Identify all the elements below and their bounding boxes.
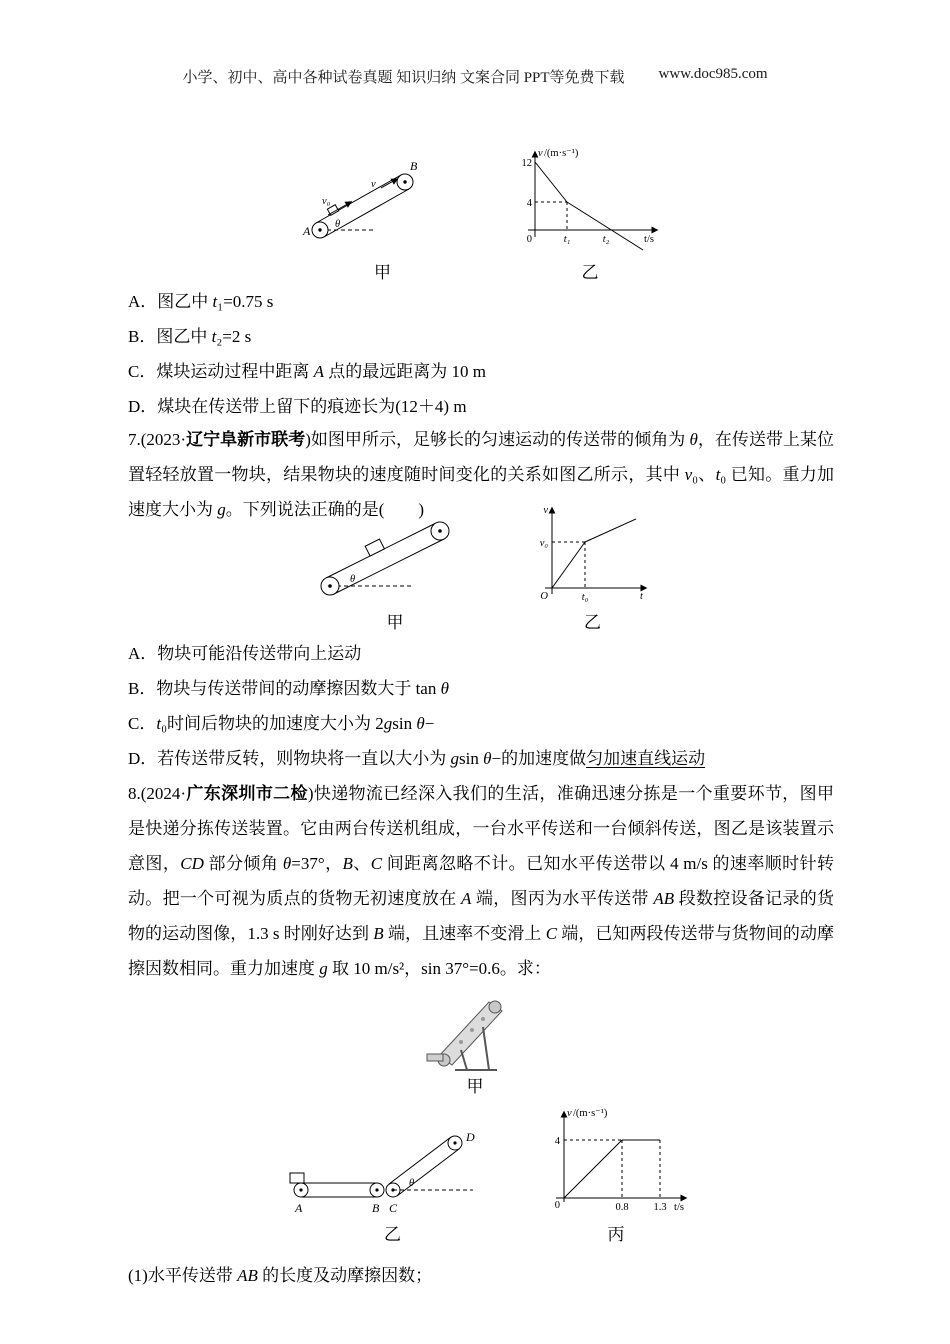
pulley-a-axle [299,1188,302,1191]
q8-figure-yi [285,1110,500,1245]
label-tick-4: 4 [554,1136,560,1147]
label-c: C [389,1201,398,1215]
pulley-bottom-axle [328,584,332,588]
label-theta: θ [335,219,341,230]
v-arrow [381,179,397,188]
curve-segment-1 [535,162,567,202]
pulley-top-axle [438,529,442,533]
label-a: A [295,1201,303,1215]
q8-stem: 8.(2024·广东深圳市二检)快递物流已经深入我们的生活，准确迅速分拣是一个重要环节，图甲是快递分拣传送装置。它由两台传送机组成，一台水平传送和一台倾斜传送，图乙是该装置示意图，CD 部分倾角 θ=37°，B、C 间距离忽略不计。已知水平传送带以 4 m/s 的速率顺时针转动。把一个可视为质点的货物无初速度放在 A 端，图丙为水平传送带 AB 段数控设备记录的货物的运动图像，1.3 s 时刚好达到 B 端，且速率不变滑上 C 端，已知两段传送带与货物间的动摩擦因数相同。重力加速度 g 取 10 m/s²，sin 37°=0.6。求： [128,784,835,978]
label-d: D [466,1130,475,1144]
q6-figure-row [295,142,665,283]
curve-segment-2 [585,519,636,542]
label-tick-12: 12 [521,158,532,169]
conveyor-photo-illustration [425,986,525,1074]
label-ylabel-v: v [567,1108,572,1119]
label-origin: O [540,591,548,602]
q8-velocity-time-graph [540,1100,692,1222]
pulley-b-axle [375,1188,378,1191]
q8-figure-row [285,1100,692,1245]
feed-tray [427,1054,443,1061]
label-v: v [371,179,376,190]
block [365,539,384,556]
roller [481,1017,485,1021]
q7-figure-yi-caption: 乙 [584,613,601,632]
q6-options [128,284,840,424]
q8-sorting-device-schematic [285,1110,500,1222]
q7-velocity-time-graph [530,498,655,610]
label-theta: θ [409,1178,415,1189]
label-x-1-3: 1.3 [653,1202,667,1213]
label-xlabel: t/s [674,1202,684,1213]
q8-figure-bing [540,1100,692,1245]
conveyor-leg [461,1050,467,1070]
q6-velocity-time-graph [515,142,665,260]
roller [470,1028,474,1032]
label-v0: v₀ [539,538,548,549]
label-t2: t₂ [602,234,610,245]
q8-figure-jia-caption: 甲 [466,1077,484,1096]
label-point-b: B [410,159,418,173]
label-t0: t₀ [581,592,589,603]
header-site-url: www.doc985.com [658,66,768,82]
header-tagline: 小学、初中、高中各种试卷真题 知识归纳 文案合同 PPT等免费下载 [182,70,625,86]
label-ylabel-unit: /(m·s⁻¹) [573,1108,608,1119]
q6-option-c: C．煤块运动过程中距离 A 点的最远距离为 10 m [128,362,486,381]
q7-incline-belt-diagram [300,498,490,610]
belt-shapes [321,522,449,595]
conveyor-leg [483,1027,489,1070]
page-header [0,66,950,87]
schematic-shapes [290,1136,473,1197]
q7-option-b: B．物块与传送带间的动摩擦因数大于 tan θ [128,679,449,698]
roller [459,1040,463,1044]
q7-figure-row [300,498,655,633]
q7-option-a: A．物块可能沿传送带向上运动 [128,644,362,663]
label-v0: v₀ [322,196,331,207]
pulley-c-axle [391,1188,394,1191]
graph-shapes [528,152,657,250]
q6-figure-yi-caption: 乙 [581,263,599,282]
q6-belt-diagram [295,148,470,260]
parcel-block [290,1173,304,1183]
q6-figure-yi [515,142,665,283]
label-t1: t₁ [563,234,571,245]
pulley-d-axle [453,1141,456,1144]
q7-figure-jia [300,498,490,633]
pulley-b-axle [403,180,406,183]
label-x-0-8: 0.8 [615,1202,629,1213]
label-ylabel-unit: /(m·s⁻¹) [544,148,579,159]
label-xlabel: t [640,591,643,602]
pulley-a-axle [318,228,321,231]
label-theta: θ [350,574,356,585]
q7-stem: 7.(2023·辽宁阜新市联考)如图甲所示，足够长的匀速运动的传送带的倾角为 θ，在传送带上某位置轻轻放置一物块，结果物块的速度随时间变化的关系如图乙所示，其中 v₀、t₀ 已知。重力加速度大小为 g。下列说法正确的是( ) [128,430,835,519]
graph-shapes [556,1112,686,1202]
conveyor-top-drum [489,1001,501,1013]
label-point-a: A [303,224,311,238]
curve-segment-1 [552,542,585,588]
q6-figure-jia [295,148,470,283]
q6-figure-jia-caption: 甲 [374,263,391,282]
label-origin: 0 [526,234,532,245]
q7-option-c: C．t₀时间后物块的加速度大小为 2gsin θ− [128,714,435,733]
label-ylabel: v [543,505,548,516]
q7-figure-yi [530,498,655,633]
q7-options [128,636,840,776]
graph-shapes [545,508,646,594]
label-origin: 0 [554,1200,560,1211]
q6-option-a: A．图乙中 t₁=0.75 s [128,292,274,311]
q6-option-b: B．图乙中 t₂=2 s [128,327,252,346]
label-ylabel-v: v [538,148,543,159]
q8-subquestion-1: (1)水平传送带 AB 的长度及动摩擦因数； [128,1266,433,1285]
q6-option-d: D．煤块在传送带上留下的痕迹长为(12＋4) m [128,397,467,416]
label-tick-4: 4 [526,198,532,209]
label-xlabel: t/s [644,234,654,245]
q8-figure-yi-caption: 乙 [384,1225,401,1244]
curve-segment-1 [564,1140,622,1198]
q8-figure-bing-caption: 丙 [607,1225,625,1244]
q8-figure-jia [425,986,525,1097]
q7-option-d: D．若传送带反转，则物块将一直以大小为 gsin θ−的加速度做匀加速直线运动 [128,749,706,768]
label-b: B [372,1201,380,1215]
q7-figure-jia-caption: 甲 [386,613,404,632]
